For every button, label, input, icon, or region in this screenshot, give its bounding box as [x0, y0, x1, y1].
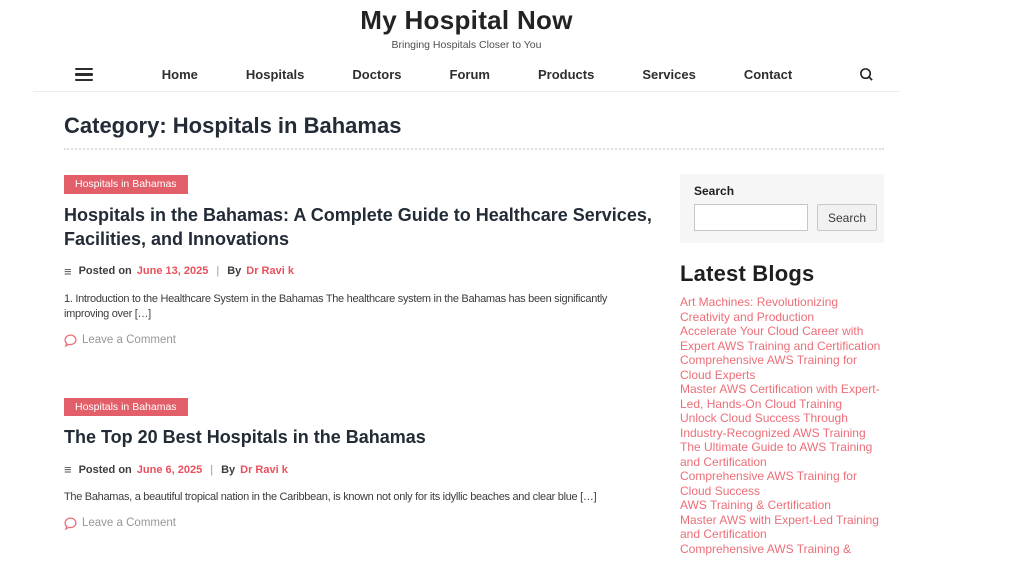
page-container	[33, 0, 900, 580]
meta-separator: |	[216, 265, 220, 277]
search-input[interactable]	[694, 204, 808, 231]
post-excerpt: 1. Introduction to the Healthcare System in the Bahamas The healthcare system in the Bahamas has been significantly improving over […]	[64, 292, 608, 320]
by-label: By	[221, 463, 236, 476]
post-date-link[interactable]: June 13, 2025	[136, 265, 209, 277]
post-card	[64, 174, 654, 347]
nav-item-hospitals[interactable]: Hospitals	[245, 66, 305, 82]
leave-comment-link[interactable]: Leave a Comment	[82, 517, 176, 529]
category-badge[interactable]: Hospitals in Bahamas	[64, 398, 188, 417]
main-layout	[64, 174, 884, 580]
post-author-link[interactable]: Dr Ravi k	[246, 265, 294, 277]
post-author-link[interactable]: Dr Ravi k	[240, 463, 288, 476]
search-widget	[680, 174, 884, 243]
comment-bubble-icon	[64, 334, 77, 347]
nav-item-forum[interactable]: Forum	[449, 66, 490, 82]
posted-on-label: Posted on	[78, 463, 132, 476]
site-header	[33, 0, 900, 92]
post-list	[64, 174, 654, 580]
search-form	[694, 204, 870, 231]
page-title: Category: Hospitals in Bahamas	[64, 113, 884, 150]
latest-blog-link[interactable]: Unlock Cloud Success Through Industry-Recognized AWS Training	[680, 411, 866, 440]
hamburger-icon	[75, 79, 93, 81]
nav-menu	[95, 66, 859, 84]
search-icon	[859, 67, 874, 82]
nav-item-contact[interactable]: Contact	[743, 66, 793, 82]
list-icon: ≡	[64, 462, 72, 477]
category-header	[64, 113, 884, 150]
category-badge[interactable]: Hospitals in Bahamas	[64, 175, 188, 194]
post-title	[64, 425, 654, 449]
latest-blog-link[interactable]: Master AWS with Expert-Led Training and Certification	[680, 512, 879, 541]
post-card	[64, 397, 654, 530]
list-icon: ≡	[64, 263, 72, 279]
content-wrapper	[64, 113, 884, 580]
leave-comment-link[interactable]: Leave a Comment	[82, 334, 176, 346]
post-title-link[interactable]: The Top 20 Best Hospitals in the Bahamas	[64, 427, 426, 447]
latest-blogs-heading: Latest Blogs	[680, 261, 815, 286]
hamburger-icon	[75, 68, 93, 70]
latest-blog-link[interactable]: Comprehensive AWS Training &	[680, 541, 851, 556]
nav-item-doctors[interactable]: Doctors	[352, 66, 402, 82]
meta-separator: |	[210, 463, 214, 476]
comment-row	[64, 517, 654, 530]
hamburger-menu-button[interactable]	[73, 66, 95, 83]
latest-blog-link[interactable]: AWS Training & Certification	[680, 498, 831, 512]
latest-blog-link[interactable]: Comprehensive AWS Training for Cloud Experts	[680, 353, 857, 382]
nav-item-products[interactable]: Products	[537, 66, 595, 82]
latest-blog-link[interactable]: Art Machines: Revolutionizing Creativity and Production	[680, 295, 839, 324]
nav-search-button[interactable]	[859, 67, 874, 82]
site-tagline: Bringing Hospitals Closer to You	[391, 39, 542, 51]
post-excerpt: The Bahamas, a beautiful tropical nation in the Caribbean, is known not only for its idyllic beaches and clear blue […]	[64, 491, 597, 503]
site-title[interactable]: My Hospital Now	[360, 5, 573, 35]
latest-blog-link[interactable]: Accelerate Your Cloud Career with Expert AWS Training and Certification	[680, 324, 881, 353]
main-nav	[33, 58, 900, 92]
by-label: By	[227, 265, 242, 277]
latest-blog-link[interactable]: Comprehensive AWS Training for Cloud Success	[680, 469, 857, 498]
hamburger-icon	[75, 73, 93, 75]
comment-row	[64, 334, 654, 347]
search-submit-button[interactable]: Search	[817, 204, 877, 231]
search-widget-title: Search	[694, 184, 735, 198]
nav-item-home[interactable]: Home	[161, 66, 198, 82]
posted-on-label: Posted on	[78, 265, 132, 277]
post-meta	[64, 264, 654, 279]
nav-item-services[interactable]: Services	[642, 66, 696, 82]
latest-blog-link[interactable]: Master AWS Certification with Expert-Led, Hands-On Cloud Training	[680, 382, 880, 411]
post-title-link[interactable]: Hospitals in the Bahamas: A Complete Guide to Healthcare Services, Facilities, and Innovations	[64, 204, 652, 249]
latest-blog-link[interactable]: The Ultimate Guide to AWS Training and Certification	[680, 440, 873, 469]
post-date-link[interactable]: June 6, 2025	[136, 463, 203, 476]
comment-bubble-icon	[64, 517, 77, 530]
post-meta	[64, 462, 654, 477]
sidebar	[680, 174, 884, 580]
latest-blogs-list	[680, 295, 884, 556]
post-title	[64, 203, 654, 251]
